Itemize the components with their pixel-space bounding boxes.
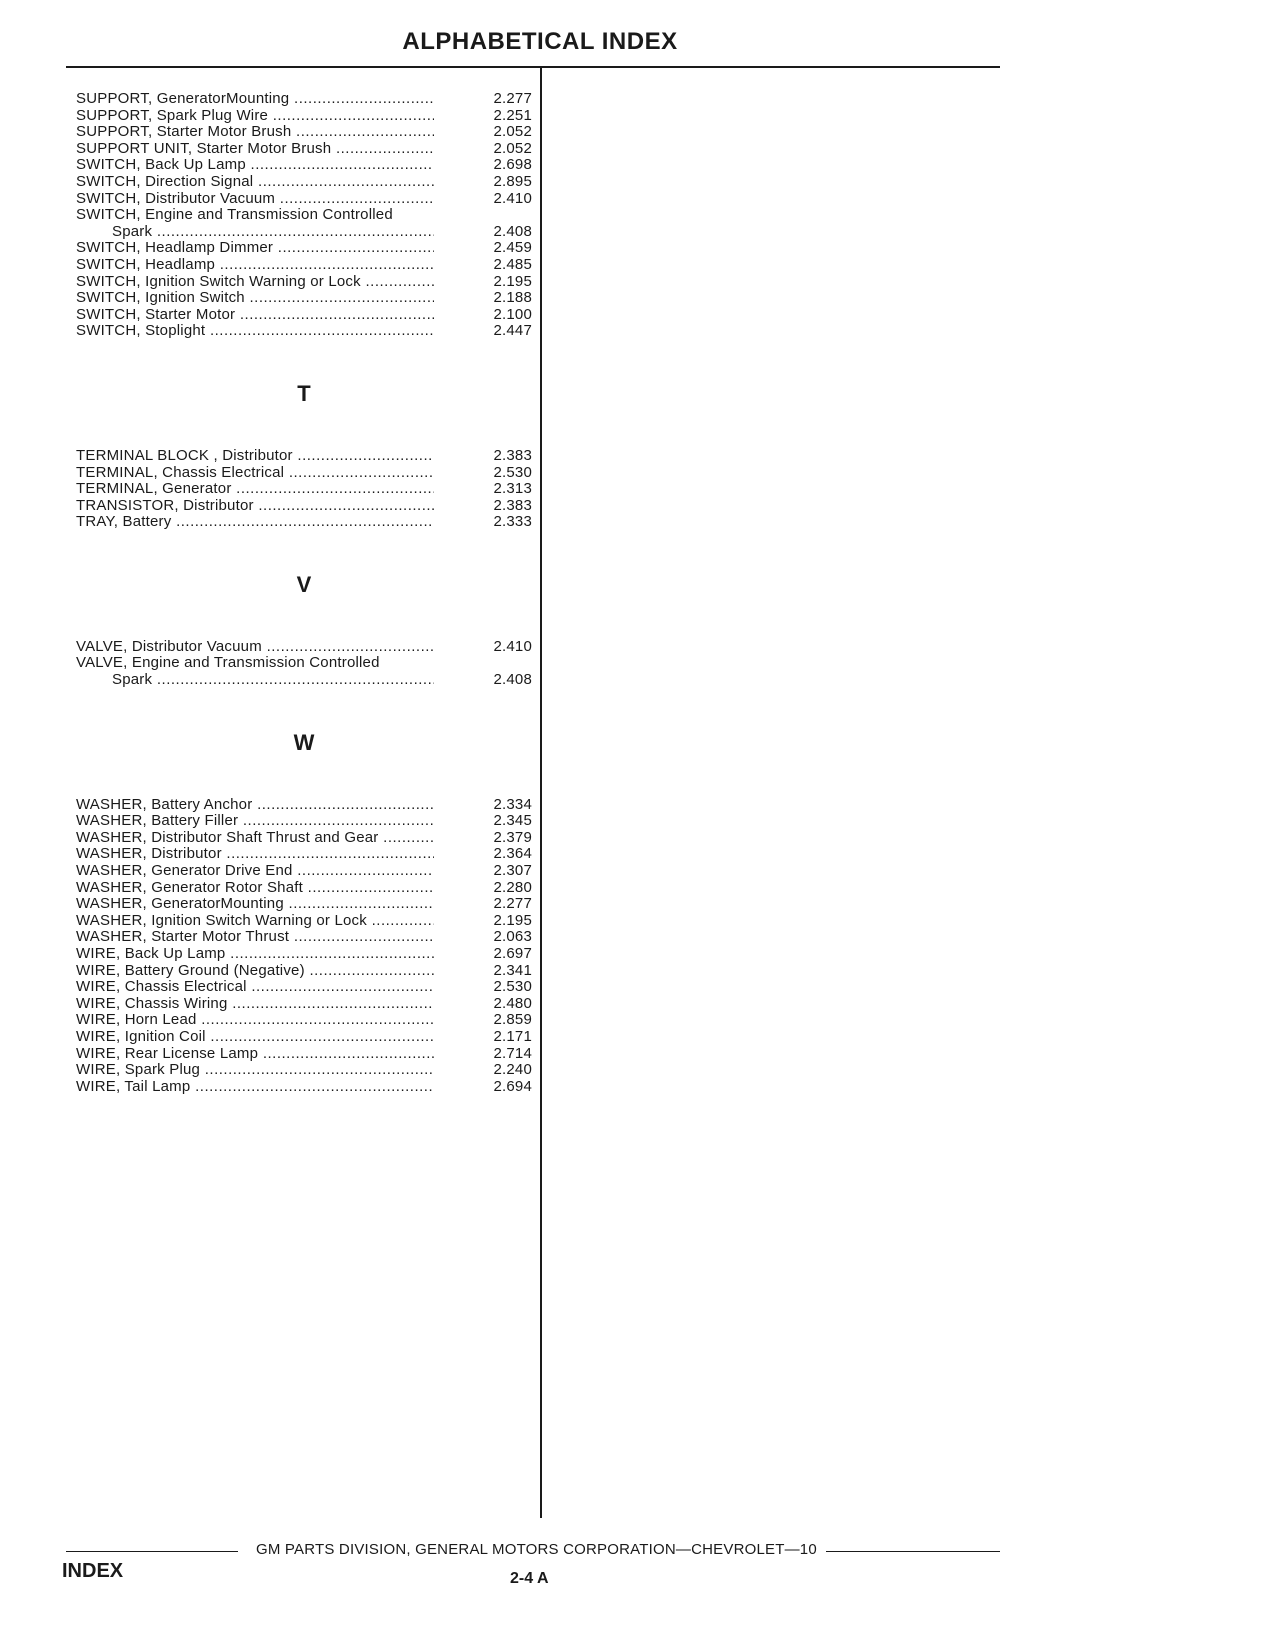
entry-text: SWITCH, Ignition Switch ..... [76,290,434,307]
entry-page: 2.408 [493,671,532,689]
entry-page: 2.408 [493,222,532,240]
entry-page: 2.171 [493,1027,532,1045]
entry-text: TERMINAL BLOCK , Distributor ..... [76,448,434,465]
index-entry [76,448,532,465]
entry-page: 2.447 [493,322,532,340]
index-entry [76,224,532,241]
index-entry [76,797,532,814]
entry-text: SWITCH, Headlamp ..... [76,257,434,274]
entry-text: WASHER, Battery Anchor ..... [76,797,434,814]
index-entry [76,813,532,830]
index-entry [76,1079,532,1096]
entry-text: TRANSISTOR, Distributor ..... [76,498,434,515]
entry-page: 2.459 [493,239,532,257]
entry-page: 2.383 [493,446,532,464]
entry-page: 2.859 [493,1011,532,1029]
section-letter: W [293,729,315,755]
entry-page: 2.530 [493,463,532,481]
entry-text: WIRE, Spark Plug ..... [76,1062,434,1079]
entry-text: SWITCH, Distributor Vacuum ..... [76,191,434,208]
entry-text: WASHER, Generator Rotor Shaft ..... [76,880,434,897]
index-entry [76,846,532,863]
footer-section-label: INDEX [62,1560,124,1582]
entry-page: 2.364 [493,845,532,863]
entry-text: SWITCH, Starter Motor ..... [76,307,434,324]
entry-text: Spark ..... [76,672,434,689]
index-entry [76,108,532,125]
entry-text: WIRE, Chassis Wiring ..... [76,996,434,1013]
index-entry [76,639,532,656]
section-letter: V [296,571,312,597]
entry-page: 2.379 [493,828,532,846]
index-entry [76,157,532,174]
entry-page: 2.383 [493,496,532,514]
index-entry [76,996,532,1013]
entry-page: 2.530 [493,978,532,996]
entry-page: 2.697 [493,945,532,962]
entry-page: 2.480 [493,994,532,1012]
entry-page: 2.280 [493,878,532,896]
entry-page: 2.277 [493,895,532,913]
index-entry [76,240,532,257]
entry-text: WASHER, Starter Motor Thrust ..... [76,929,434,946]
index-entry [76,514,532,531]
index-entry [76,913,532,930]
entry-page: 2.251 [493,106,532,124]
index-section-v [76,567,532,689]
entry-page: 2.698 [493,156,532,174]
entry-text: WIRE, Battery Ground (Negative) ..... [76,963,434,980]
entry-text: SUPPORT, Starter Motor Brush ..... [76,124,434,141]
section-letter: T [297,380,311,406]
index-section-t [76,376,532,531]
entry-text: WIRE, Back Up Lamp ..... [76,946,434,963]
entry-text: WASHER, Ignition Switch Warning or Lock ..... [76,913,434,930]
entry-text: SUPPORT UNIT, Starter Motor Brush ..... [76,141,434,158]
entry-text: Spark ..... [76,224,434,241]
entry-text: WIRE, Rear License Lamp ..... [76,1046,434,1063]
index-section-s [76,91,532,340]
entry-text: WASHER, Distributor Shaft Thrust and Gear ..... [76,830,434,847]
index-entry [76,498,532,515]
entry-page: 2.052 [493,139,532,157]
entry-page: 2.100 [493,305,532,323]
column-divider [540,67,542,1518]
entry-text: SWITCH, Direction Signal ..... [76,174,434,191]
index-entry [76,191,532,208]
entry-page: 2.063 [493,928,532,946]
index-entry [76,141,532,158]
entry-text: SWITCH, Ignition Switch Warning or Lock ..... [76,274,434,291]
index-entry [76,672,532,689]
index-column [76,91,532,1095]
index-entry [76,124,532,141]
index-entry [76,465,532,482]
index-entry [76,1046,532,1063]
index-entry [76,307,532,324]
entry-text: WASHER, Generator Drive End ..... [76,863,434,880]
index-entry [76,290,532,307]
entry-text: WASHER, GeneratorMounting ..... [76,896,434,913]
entry-page: 2.195 [493,911,532,929]
footer-publisher: GM PARTS DIVISION, GENERAL MOTORS CORPORATION—CHEVROLET—10 [256,1541,817,1558]
index-entry [76,896,532,913]
entry-text: SWITCH, Stoplight ..... [76,323,434,340]
index-section-w [76,725,532,1096]
index-entry [76,963,532,980]
index-entry [76,274,532,291]
index-entry [76,257,532,274]
index-entry [76,880,532,897]
index-entry [76,174,532,191]
entry-text: WASHER, Distributor ..... [76,846,434,863]
entry-page: 2.410 [493,189,532,207]
entry-text: SUPPORT, GeneratorMounting ..... [76,91,434,108]
entry-page: 2.334 [493,795,532,813]
entry-page: 2.714 [493,1044,532,1062]
entry-page: 2.240 [493,1061,532,1079]
entry-page: 2.195 [493,272,532,290]
entry-page: 2.333 [493,513,532,531]
entry-text: WIRE, Ignition Coil ..... [76,1029,434,1046]
entry-text: TRAY, Battery ..... [76,514,434,531]
index-entry-heading: SWITCH, Engine and Transmission Controlled [76,206,393,224]
index-entry [76,481,532,498]
entry-text: WIRE, Tail Lamp ..... [76,1079,434,1096]
index-entry-heading: VALVE, Engine and Transmission Controlled [76,654,380,672]
entry-text: WIRE, Horn Lead ..... [76,1012,434,1029]
entry-page: 2.694 [493,1077,532,1095]
entry-page: 2.341 [493,961,532,979]
footer-rule-left [66,1551,238,1552]
entry-page: 2.313 [493,480,532,498]
index-entry [76,1062,532,1079]
entry-text: WASHER, Battery Filler ..... [76,813,434,830]
header-rule [66,66,1000,68]
index-entry [76,1012,532,1029]
footer-rule-right [826,1551,1000,1552]
entry-text: SWITCH, Back Up Lamp ..... [76,157,434,174]
entry-page: 2.307 [493,862,532,880]
index-entry [76,1029,532,1046]
entry-text: WIRE, Chassis Electrical ..... [76,979,434,996]
entry-text: SUPPORT, Spark Plug Wire ..... [76,108,434,125]
index-entry [76,91,532,108]
entry-page: 2.277 [493,90,532,107]
index-entry [76,929,532,946]
index-entry [76,979,532,996]
entry-page: 2.485 [493,255,532,273]
entry-page: 2.345 [493,812,532,830]
index-entry [76,946,532,963]
index-entry [76,323,532,340]
entry-text: SWITCH, Headlamp Dimmer ..... [76,240,434,257]
entry-page: 2.052 [493,123,532,141]
entry-text: VALVE, Distributor Vacuum ..... [76,639,434,656]
entry-page: 2.188 [493,289,532,307]
entry-text: TERMINAL, Generator ..... [76,481,434,498]
index-entry [76,830,532,847]
entry-page: 2.410 [493,637,532,655]
entry-page: 2.895 [493,172,532,190]
page-title: ALPHABETICAL INDEX [402,28,678,55]
index-entry [76,863,532,880]
entry-text: TERMINAL, Chassis Electrical ..... [76,465,434,482]
footer-page-number: 2-4 A [510,1570,549,1587]
